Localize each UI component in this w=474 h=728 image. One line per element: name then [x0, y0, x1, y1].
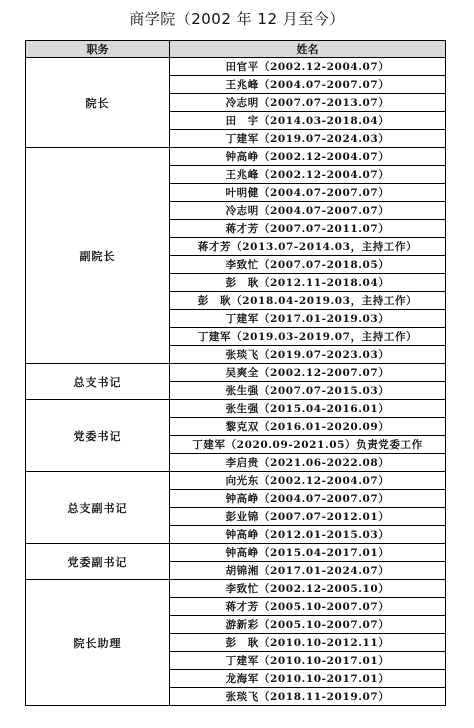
name-cell: 丁建军（2020.09-2021.05）负责党委工作: [170, 436, 446, 454]
name-cell: 龙海军（2010.10-2017.01）: [170, 670, 446, 688]
role-cell: 总支书记: [26, 364, 170, 400]
name-cell: 王兆峰（2004.07-2007.07）: [170, 76, 446, 94]
role-cell: 总支副书记: [26, 472, 170, 544]
name-cell: 丁建军（2019.03-2019.07，主持工作）: [170, 328, 446, 346]
name-cell: 钟高峥（2015.04-2017.01）: [170, 544, 446, 562]
name-cell: 冷志明（2007.07-2013.07）: [170, 94, 446, 112]
name-cell: 彭业锦（2007.07-2012.01）: [170, 508, 446, 526]
role-cell: 党委书记: [26, 400, 170, 472]
column-header-role: 职务: [26, 41, 170, 58]
name-cell: 李启贵（2021.06-2022.08）: [170, 454, 446, 472]
page-title: 商学院（2002 年 12 月至今）: [129, 10, 345, 28]
name-cell: 张生强（2015.04-2016.01）: [170, 400, 446, 418]
name-cell: 钟高峥（2012.01-2015.03）: [170, 526, 446, 544]
role-cell: 党委副书记: [26, 544, 170, 580]
role-cell: 副院长: [26, 148, 170, 364]
name-cell: 彭 耿（2018.04-2019.03，主持工作）: [170, 292, 446, 310]
table-row: [26, 472, 446, 490]
leadership-table: [25, 40, 446, 706]
table-row: [26, 58, 446, 76]
name-cell: 丁建军（2010.10-2017.01）: [170, 652, 446, 670]
name-cell: 张生强（2007.07-2015.03）: [170, 382, 446, 400]
name-cell: 胡锦湘（2017.01-2024.07）: [170, 562, 446, 580]
name-cell: 钟高峥（2002.12-2004.07）: [170, 148, 446, 166]
name-cell: 彭 耿（2012.11-2018.04）: [170, 274, 446, 292]
column-header-name: 姓名: [170, 41, 446, 58]
name-cell: 向光东（2002.12-2004.07）: [170, 472, 446, 490]
name-cell: 张琰飞（2018.11-2019.07）: [170, 688, 446, 706]
table-row: [26, 580, 446, 598]
name-cell: 田官平（2002.12-2004.07）: [170, 58, 446, 76]
table-row: [26, 148, 446, 166]
name-cell: 吴爽全（2002.12-2007.07）: [170, 364, 446, 382]
name-cell: 蒋才芳（2013.07-2014.03，主持工作）: [170, 238, 446, 256]
name-cell: 丁建军（2017.01-2019.03）: [170, 310, 446, 328]
name-cell: 钟高峥（2004.07-2007.07）: [170, 490, 446, 508]
table-row: [26, 364, 446, 382]
name-cell: 游新彩（2005.10-2007.07）: [170, 616, 446, 634]
name-cell: 彭 耿（2010.10-2012.11）: [170, 634, 446, 652]
name-cell: 蒋才芳（2007.07-2011.07）: [170, 220, 446, 238]
name-cell: 田 宇（2014.03-2018.04）: [170, 112, 446, 130]
name-cell: 黎克双（2016.01-2020.09）: [170, 418, 446, 436]
name-cell: 李致忙（2007.07-2018.05）: [170, 256, 446, 274]
table-row: [26, 544, 446, 562]
table-header-row: [26, 41, 446, 58]
name-cell: 叶明健（2004.07-2007.07）: [170, 184, 446, 202]
name-cell: 王兆峰（2002.12-2004.07）: [170, 166, 446, 184]
name-cell: 张琰飞（2019.07-2023.03）: [170, 346, 446, 364]
role-cell: 院长: [26, 58, 170, 148]
role-cell: 院长助理: [26, 580, 170, 706]
name-cell: 蒋才芳（2005.10-2007.07）: [170, 598, 446, 616]
name-cell: 丁建军（2019.07-2024.03）: [170, 130, 446, 148]
name-cell: 李致忙（2002.12-2005.10）: [170, 580, 446, 598]
table-row: [26, 400, 446, 418]
name-cell: 冷志明（2004.07-2007.07）: [170, 202, 446, 220]
table-body: [26, 58, 446, 706]
